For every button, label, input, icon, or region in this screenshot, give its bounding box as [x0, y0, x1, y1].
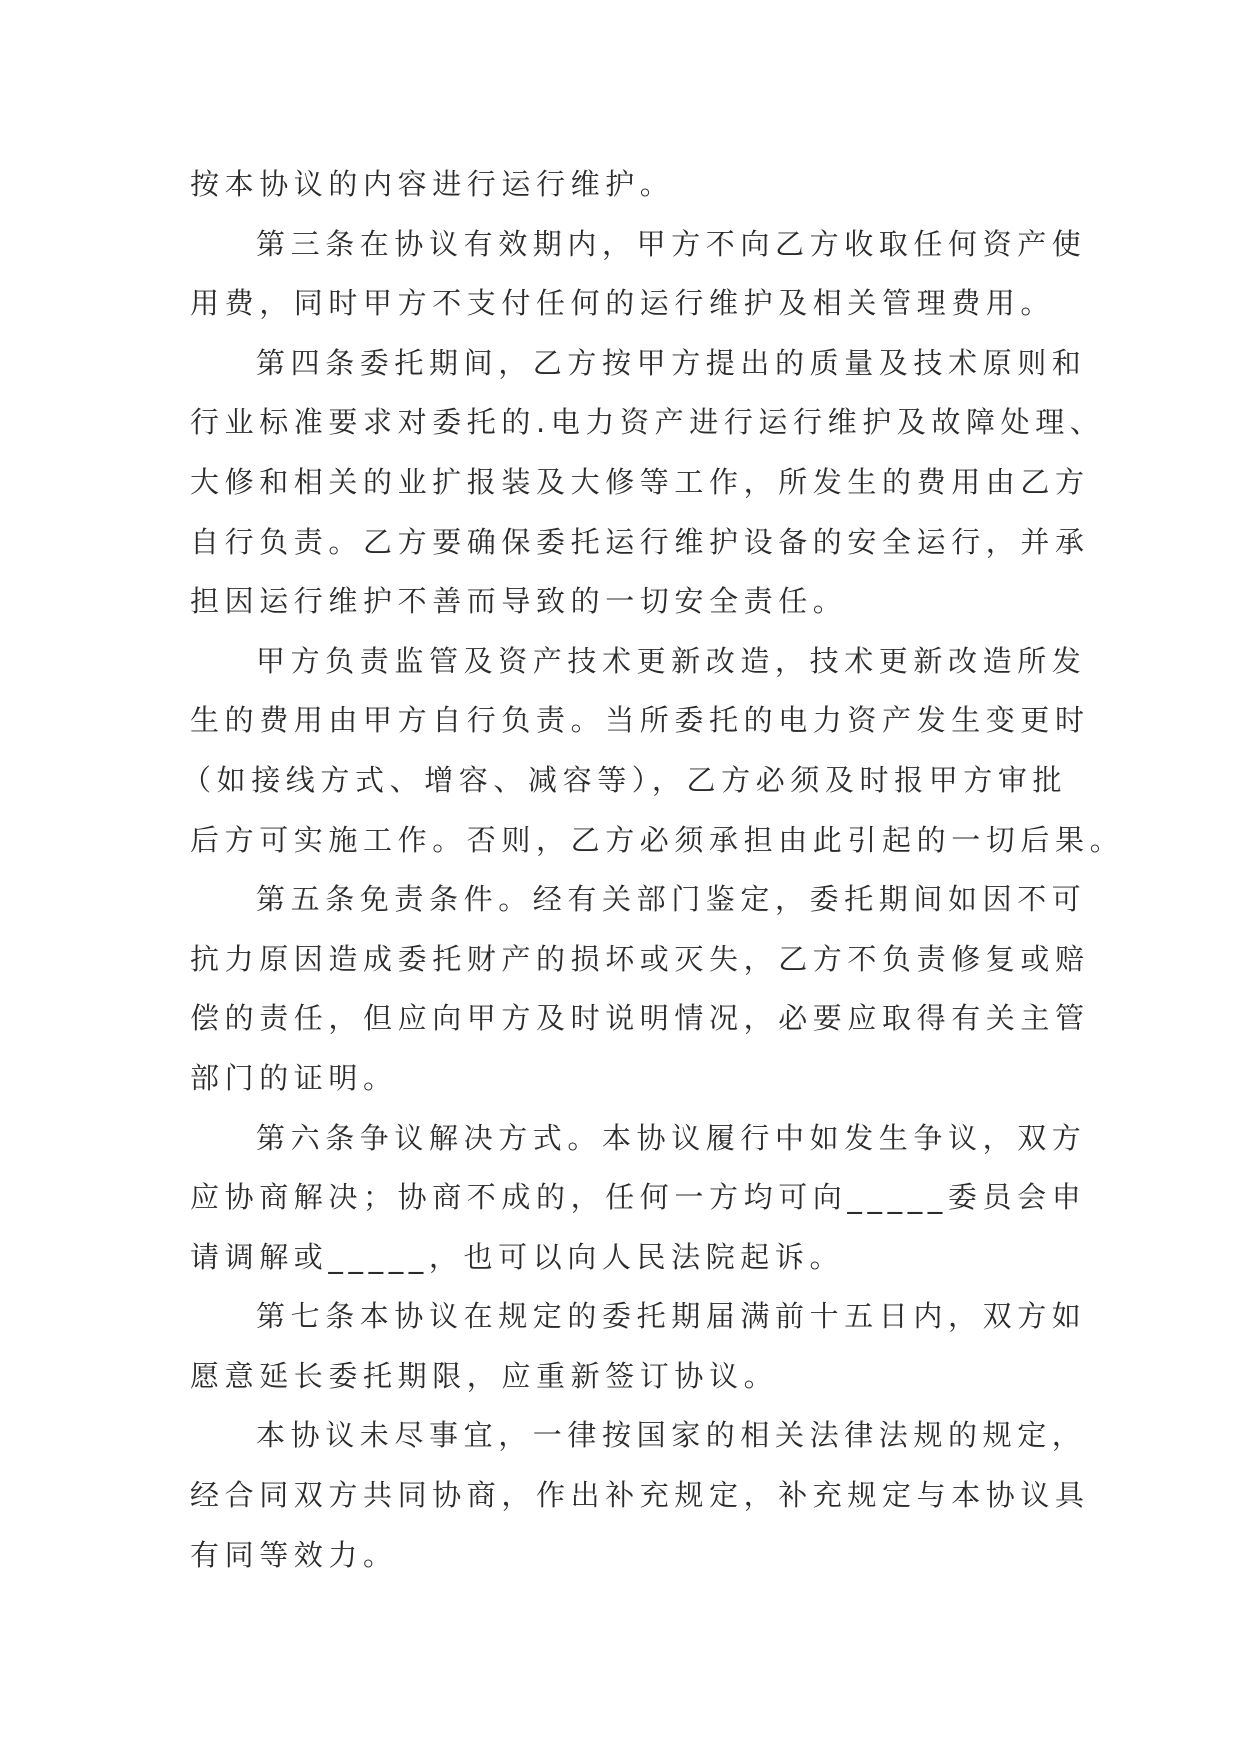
- text-line: 第七条本协议在规定的委托期届满前十五日内，双方如: [256, 1299, 1087, 1334]
- text-line: 有同等效力。: [190, 1537, 398, 1572]
- text-line: （如接线方式、增容、减容等），乙方必须及时报甲方审批: [182, 762, 1068, 797]
- text-line: 第五条免责条件。经有关部门鉴定，委托期间如因不可: [256, 882, 1087, 917]
- text-line: 担因运行维护不善而导致的一切安全责任。: [190, 584, 848, 619]
- text-line: 行业标准要求对委托的.电力资产进行运行维护及故障处理、: [190, 405, 1105, 440]
- text-line: 偿的责任，但应向甲方及时说明情况，必要应取得有关主管: [190, 1001, 1090, 1036]
- text-line: 经合同双方共同协商，作出补充规定，补充规定与本协议具: [190, 1478, 1090, 1513]
- text-line: 抗力原因造成委托财产的损坏或灭失，乙方不负责修复或赔: [190, 941, 1090, 976]
- text-line: 自行负责。乙方要确保委托运行维护设备的安全运行，并承: [190, 524, 1090, 559]
- text-line: 按本协议的内容进行运行维护。: [190, 167, 675, 201]
- text-line: 生的费用由甲方自行负责。当所委托的电力资产发生变更时: [190, 703, 1090, 738]
- text-line: 部门的证明。: [190, 1060, 398, 1095]
- text-line: 第三条在协议有效期内，甲方不向乙方收取任何资产使: [256, 226, 1087, 261]
- text-line: 第四条委托期间，乙方按甲方提出的质量及技术原则和: [256, 345, 1087, 380]
- text-line: 愿意延长委托期限，应重新签订协议。: [190, 1358, 779, 1393]
- text-line: 大修和相关的业扩报装及大修等工作，所发生的费用由乙方: [190, 464, 1090, 499]
- text-line: 第六条争议解决方式。本协议履行中如发生争议，双方: [256, 1120, 1087, 1155]
- text-line: 应协商解决；协商不成的，任何一方均可向_____委员会申: [190, 1180, 1087, 1215]
- text-line: 请调解或_____，也可以向人民法院起诉。: [190, 1239, 845, 1274]
- document-body: [182, 155, 1125, 1585]
- text-line: 用费，同时甲方不支付任何的运行维护及相关管理费用。: [190, 286, 1056, 321]
- text-line: 本协议未尽事宜，一律按国家的相关法律法规的规定，: [256, 1418, 1087, 1453]
- text-line: 甲方负责监管及资产技术更新改造，技术更新改造所发: [256, 643, 1087, 678]
- text-line: 后方可实施工作。否则，乙方必须承担由此引起的一切后果。: [190, 822, 1125, 857]
